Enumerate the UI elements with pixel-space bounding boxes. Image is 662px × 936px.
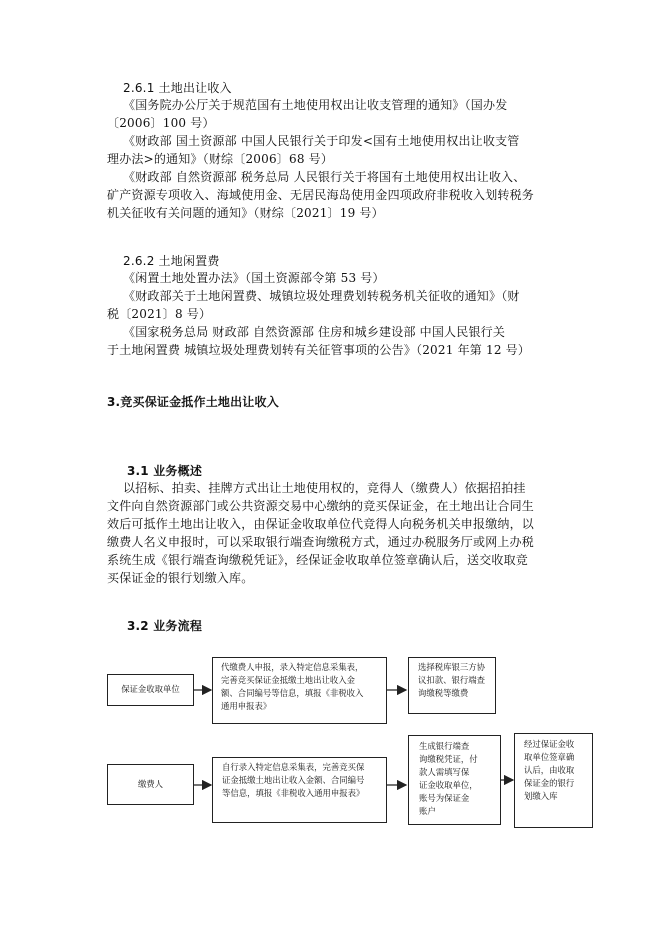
s262-line-3: 税〔2021〕8 号） (107, 307, 212, 321)
s261-line-7: 机关征收有关问题的通知》（财综〔2021〕19 号） (107, 206, 384, 220)
s261-line-3: 《财政部 国土资源部 中国人民银行关于印发<国有土地使用权出让收支管 (123, 134, 520, 148)
s31-line-5: 系统生成《银行端查询缴税凭证》，经保证金收取单位签章确认后，送交收取竞 (107, 553, 529, 567)
flow-unit-declare-box (212, 657, 387, 724)
flow-select-method-box (408, 657, 496, 714)
flow-final-box (514, 733, 593, 828)
flow-voucher-text: 生成银行端查 询缴税凭证，付 款人需填写保 证金收取单位， 账号为保证金 账户 (419, 741, 478, 816)
s31-line-2: 文件向自然资源部门或公共资源交易中心缴纳的竞买保证金，在土地出让合同生 (107, 499, 535, 513)
s31-line-1: 以招标、拍卖、挂牌方式出让土地使用权的，竞得人（缴费人）依据招拍挂 (123, 481, 526, 495)
s31-line-6: 买保证金的银行划缴入库。 (107, 571, 254, 585)
s31-line-3: 效后可抵作土地出让收入，由保证金收取单位代竞得人向税务机关申报缴纳，以 (107, 517, 535, 531)
flow-voucher-box (408, 735, 501, 825)
flow-payer-label: 缴费人 (137, 779, 164, 789)
section-3-1-heading: 3.1 业务概述 (127, 464, 203, 478)
s31-line-4: 缴费人名义申报时，可以采取银行端查询缴税方式，通过办税服务厅或网上办税 (107, 535, 535, 549)
flow-payer-box (107, 764, 194, 805)
s261-line-6: 矿产资源专项收入、海域使用金、无居民海岛使用金四项政府非税收入划转税务 (107, 188, 535, 202)
s261-line-1: 《国务院办公厅关于规范国有土地使用权出让收支管理的通知》（国办发 (123, 98, 508, 112)
s262-line-2: 《财政部关于土地闲置费、城镇垃圾处理费划转税务机关征收的通知》（财 (123, 289, 520, 303)
s262-line-5: 于土地闲置费 城镇垃圾处理费划转有关征管事项的公告》（2021 年第 12 号） (107, 343, 531, 357)
s261-line-4: 理办法>的通知》（财综〔2006〕68 号） (107, 152, 334, 166)
flow-select-method-text: 选择税库银三方协 议扣款、银行端查 询缴税等缴费 (418, 662, 485, 698)
section-3-heading: 3.竞买保证金抵作土地出让收入 (107, 395, 279, 409)
s262-line-1: 《闲置土地处置办法》（国土资源部令第 53 号） (123, 271, 385, 285)
flow-unit-label: 保证金收取单位 (121, 684, 180, 694)
s261-line-2: 〔2006〕100 号） (107, 116, 215, 130)
flow-payer-declare-text: 自行录入特定信息采集表，完善竞买保 证金抵缴土地出让收入金额、合同编号 等信息，填报《非税收入通用申报表》 (222, 762, 365, 798)
section-2-6-2-heading: 2.6.2 土地闲置费 (123, 254, 220, 268)
s262-line-4: 《国家税务总局 财政部 自然资源部 住房和城乡建设部 中国人民银行关 (123, 325, 506, 339)
flow-payer-declare-box (212, 757, 387, 823)
section-3-2-heading: 3.2 业务流程 (127, 619, 203, 633)
section-2-6-1-heading: 2.6.1 土地出让收入 (123, 81, 232, 95)
flow-final-text: 经过保证金收 取单位签章确 认后，由收取 保证金的银行 划缴入库 (524, 739, 575, 801)
s261-line-5: 《财政部 自然资源部 税务总局 人民银行关于将国有土地使用权出让收入、 (123, 170, 526, 184)
flow-unit-declare-text: 代缴费人申报，录入特定信息采集表， 完善竞买保证金抵缴土地出让收入金 额、合同编号等信息，填报《非税收入 通用申报表》 (221, 662, 364, 711)
flow-unit-box (107, 674, 194, 706)
